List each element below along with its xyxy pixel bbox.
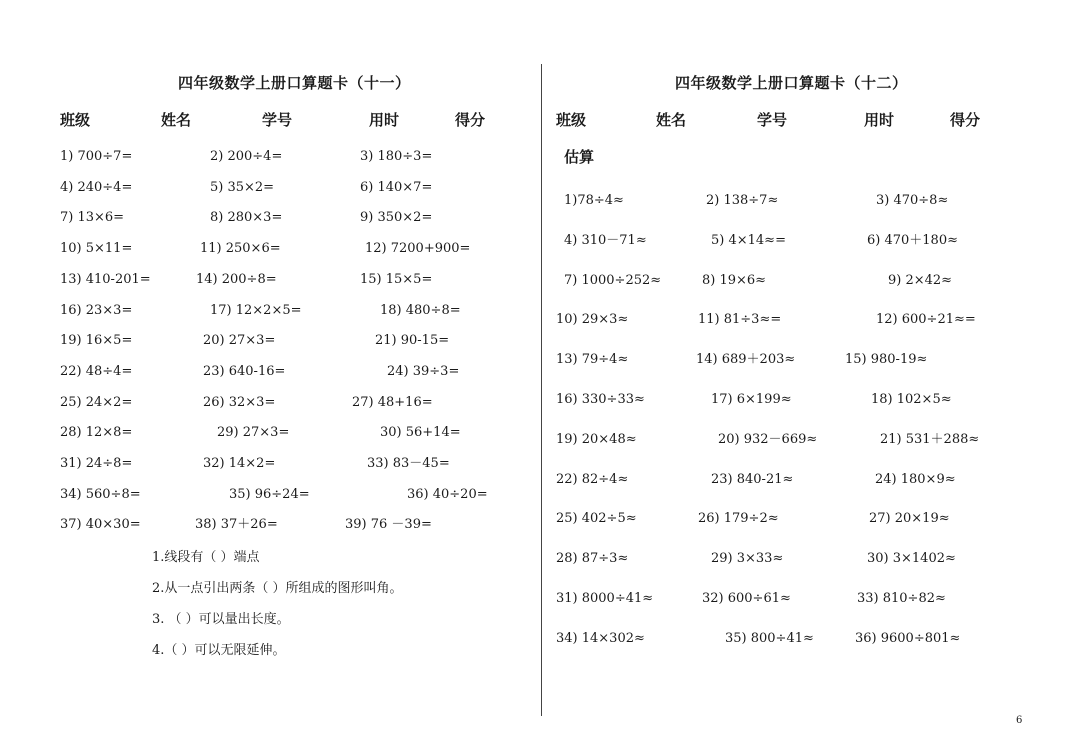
right-header-time: 用时 [864,111,895,129]
right-header-student-no: 学号 [757,111,788,129]
right-problem-item: 25) 402÷5≈ [556,511,637,527]
left-problem-item: 21) 90-15= [375,333,450,349]
left-problem-item: 18) 480÷8= [380,302,461,318]
right-problem-item: 21) 531＋288≈ [880,431,980,447]
right-problem-item: 30) 3×1402≈ [867,551,956,567]
column-divider [541,64,542,716]
right-problem-item: 18) 102×5≈ [871,392,952,407]
right-problem-item: 2) 138÷7≈ [706,193,779,208]
left-problem-item: 33) 83－45= [367,456,450,471]
right-problem-item: 26) 179÷2≈ [698,511,779,527]
left-problem-item: 14) 200÷8= [196,271,277,287]
left-problem-item: 11) 250×6= [200,241,281,257]
left-problem-item: 6) 140×7= [360,179,433,195]
left-problem-item: 22) 48÷4= [60,363,133,379]
left-problem-item: 37) 40×30= [60,517,141,533]
left-problem-item: 16) 23×3= [60,302,133,318]
right-problem-item: 1)78÷4≈ [564,193,624,208]
left-problem-item: 19) 16×5= [60,333,133,349]
left-problem-item: 2) 200÷4= [210,149,283,164]
right-problem-item: 15) 980-19≈ [845,352,928,368]
fill-in-question: 2.从一点引出两条（ ）所组成的图形叫角。 [152,581,403,596]
right-card-title: 四年级数学上册口算题卡（十二） [675,74,908,92]
left-problem-item: 7) 13×6= [60,210,125,226]
right-problem-item: 29) 3×33≈ [711,551,784,567]
left-problem-item: 34) 560÷8= [60,486,141,502]
left-problem-item: 23) 640-16= [203,363,286,379]
left-problem-item: 15) 15×5= [360,271,433,287]
left-problem-item: 4) 240÷4= [60,179,133,195]
left-header-score: 得分 [455,111,486,129]
left-card-title: 四年级数学上册口算题卡（十一） [178,74,411,92]
right-header-score: 得分 [950,111,981,129]
right-problem-item: 14) 689＋203≈ [696,352,796,368]
left-problem-item: 8) 280×3= [210,210,283,226]
right-problem-item: 16) 330÷33≈ [556,392,645,407]
left-problem-item: 32) 14×2= [203,456,276,471]
left-problem-item: 13) 410-201= [60,271,151,287]
left-problem-item: 26) 32×3= [203,394,276,410]
right-problem-item: 23) 840-21≈ [711,471,794,487]
right-problem-item: 7) 1000÷252≈ [564,272,662,288]
left-problem-item: 12) 7200+900= [365,241,471,257]
right-problem-item: 4) 310－71≈ [564,232,647,248]
right-problem-item: 28) 87÷3≈ [556,551,629,567]
right-problem-item: 19) 20×48≈ [556,431,637,447]
left-problem-item: 31) 24÷8= [60,456,133,471]
right-problem-item: 17) 6×199≈ [711,392,792,407]
fill-in-question: 1.线段有（ ）端点 [152,550,260,565]
left-problem-item: 30) 56+14= [380,425,461,441]
left-problem-item: 29) 27×3= [217,425,290,441]
right-problem-item: 8) 19×6≈ [702,272,767,288]
right-problem-item: 12) 600÷21≈= [876,312,976,328]
page-number: 6 [1016,715,1023,726]
left-problem-item: 25) 24×2= [60,394,133,410]
left-problem-item: 27) 48+16= [352,394,433,410]
left-header-time: 用时 [369,111,400,129]
right-header-class: 班级 [556,111,587,129]
right-problem-item: 5) 4×14≈= [711,232,786,248]
right-problem-item: 10) 29×3≈ [556,312,629,328]
estimation-section-label: 估算 [564,148,595,166]
left-problem-item: 35) 96÷24= [229,486,310,502]
left-problem-item: 10) 5×11= [60,241,133,257]
right-problem-item: 31) 8000÷41≈ [556,591,654,606]
fill-in-question: 4.（ ）可以无限延伸。 [152,643,286,658]
right-problem-item: 32) 600÷61≈ [702,591,791,606]
left-problem-item: 38) 37＋26= [195,517,278,533]
right-problem-item: 34) 14×302≈ [556,630,645,646]
right-problem-item: 6) 470＋180≈ [867,232,958,248]
right-problem-item: 24) 180×9≈ [875,471,956,487]
right-problem-item: 33) 810÷82≈ [857,591,946,606]
left-header-name: 姓名 [161,111,192,129]
left-header-student-no: 学号 [262,111,293,129]
left-problem-item: 9) 350×2= [360,210,433,226]
right-problem-item: 13) 79÷4≈ [556,352,629,368]
left-problem-item: 39) 76 －39= [345,517,432,533]
right-problem-item: 9) 2×42≈ [888,272,953,288]
right-header-name: 姓名 [656,111,687,129]
left-header-class: 班级 [60,111,91,129]
left-problem-item: 5) 35×2= [210,179,275,195]
fill-in-question: 3. （ ）可以量出长度。 [152,612,290,627]
right-problem-item: 36) 9600÷801≈ [855,630,961,646]
right-problem-item: 11) 81÷3≈= [698,312,782,328]
right-problem-item: 3) 470÷8≈ [876,193,949,208]
left-problem-item: 28) 12×8= [60,425,133,441]
left-problem-item: 1) 700÷7= [60,149,133,164]
right-problem-item: 20) 932－669≈ [718,431,818,447]
right-problem-item: 27) 20×19≈ [869,511,950,527]
left-problem-item: 3) 180÷3= [360,149,433,164]
left-problem-item: 36) 40÷20= [407,486,488,502]
left-problem-item: 17) 12×2×5= [210,302,302,318]
right-problem-item: 22) 82÷4≈ [556,471,629,487]
left-problem-item: 24) 39÷3= [387,363,460,379]
right-problem-item: 35) 800÷41≈ [725,630,814,646]
left-problem-item: 20) 27×3= [203,333,276,349]
